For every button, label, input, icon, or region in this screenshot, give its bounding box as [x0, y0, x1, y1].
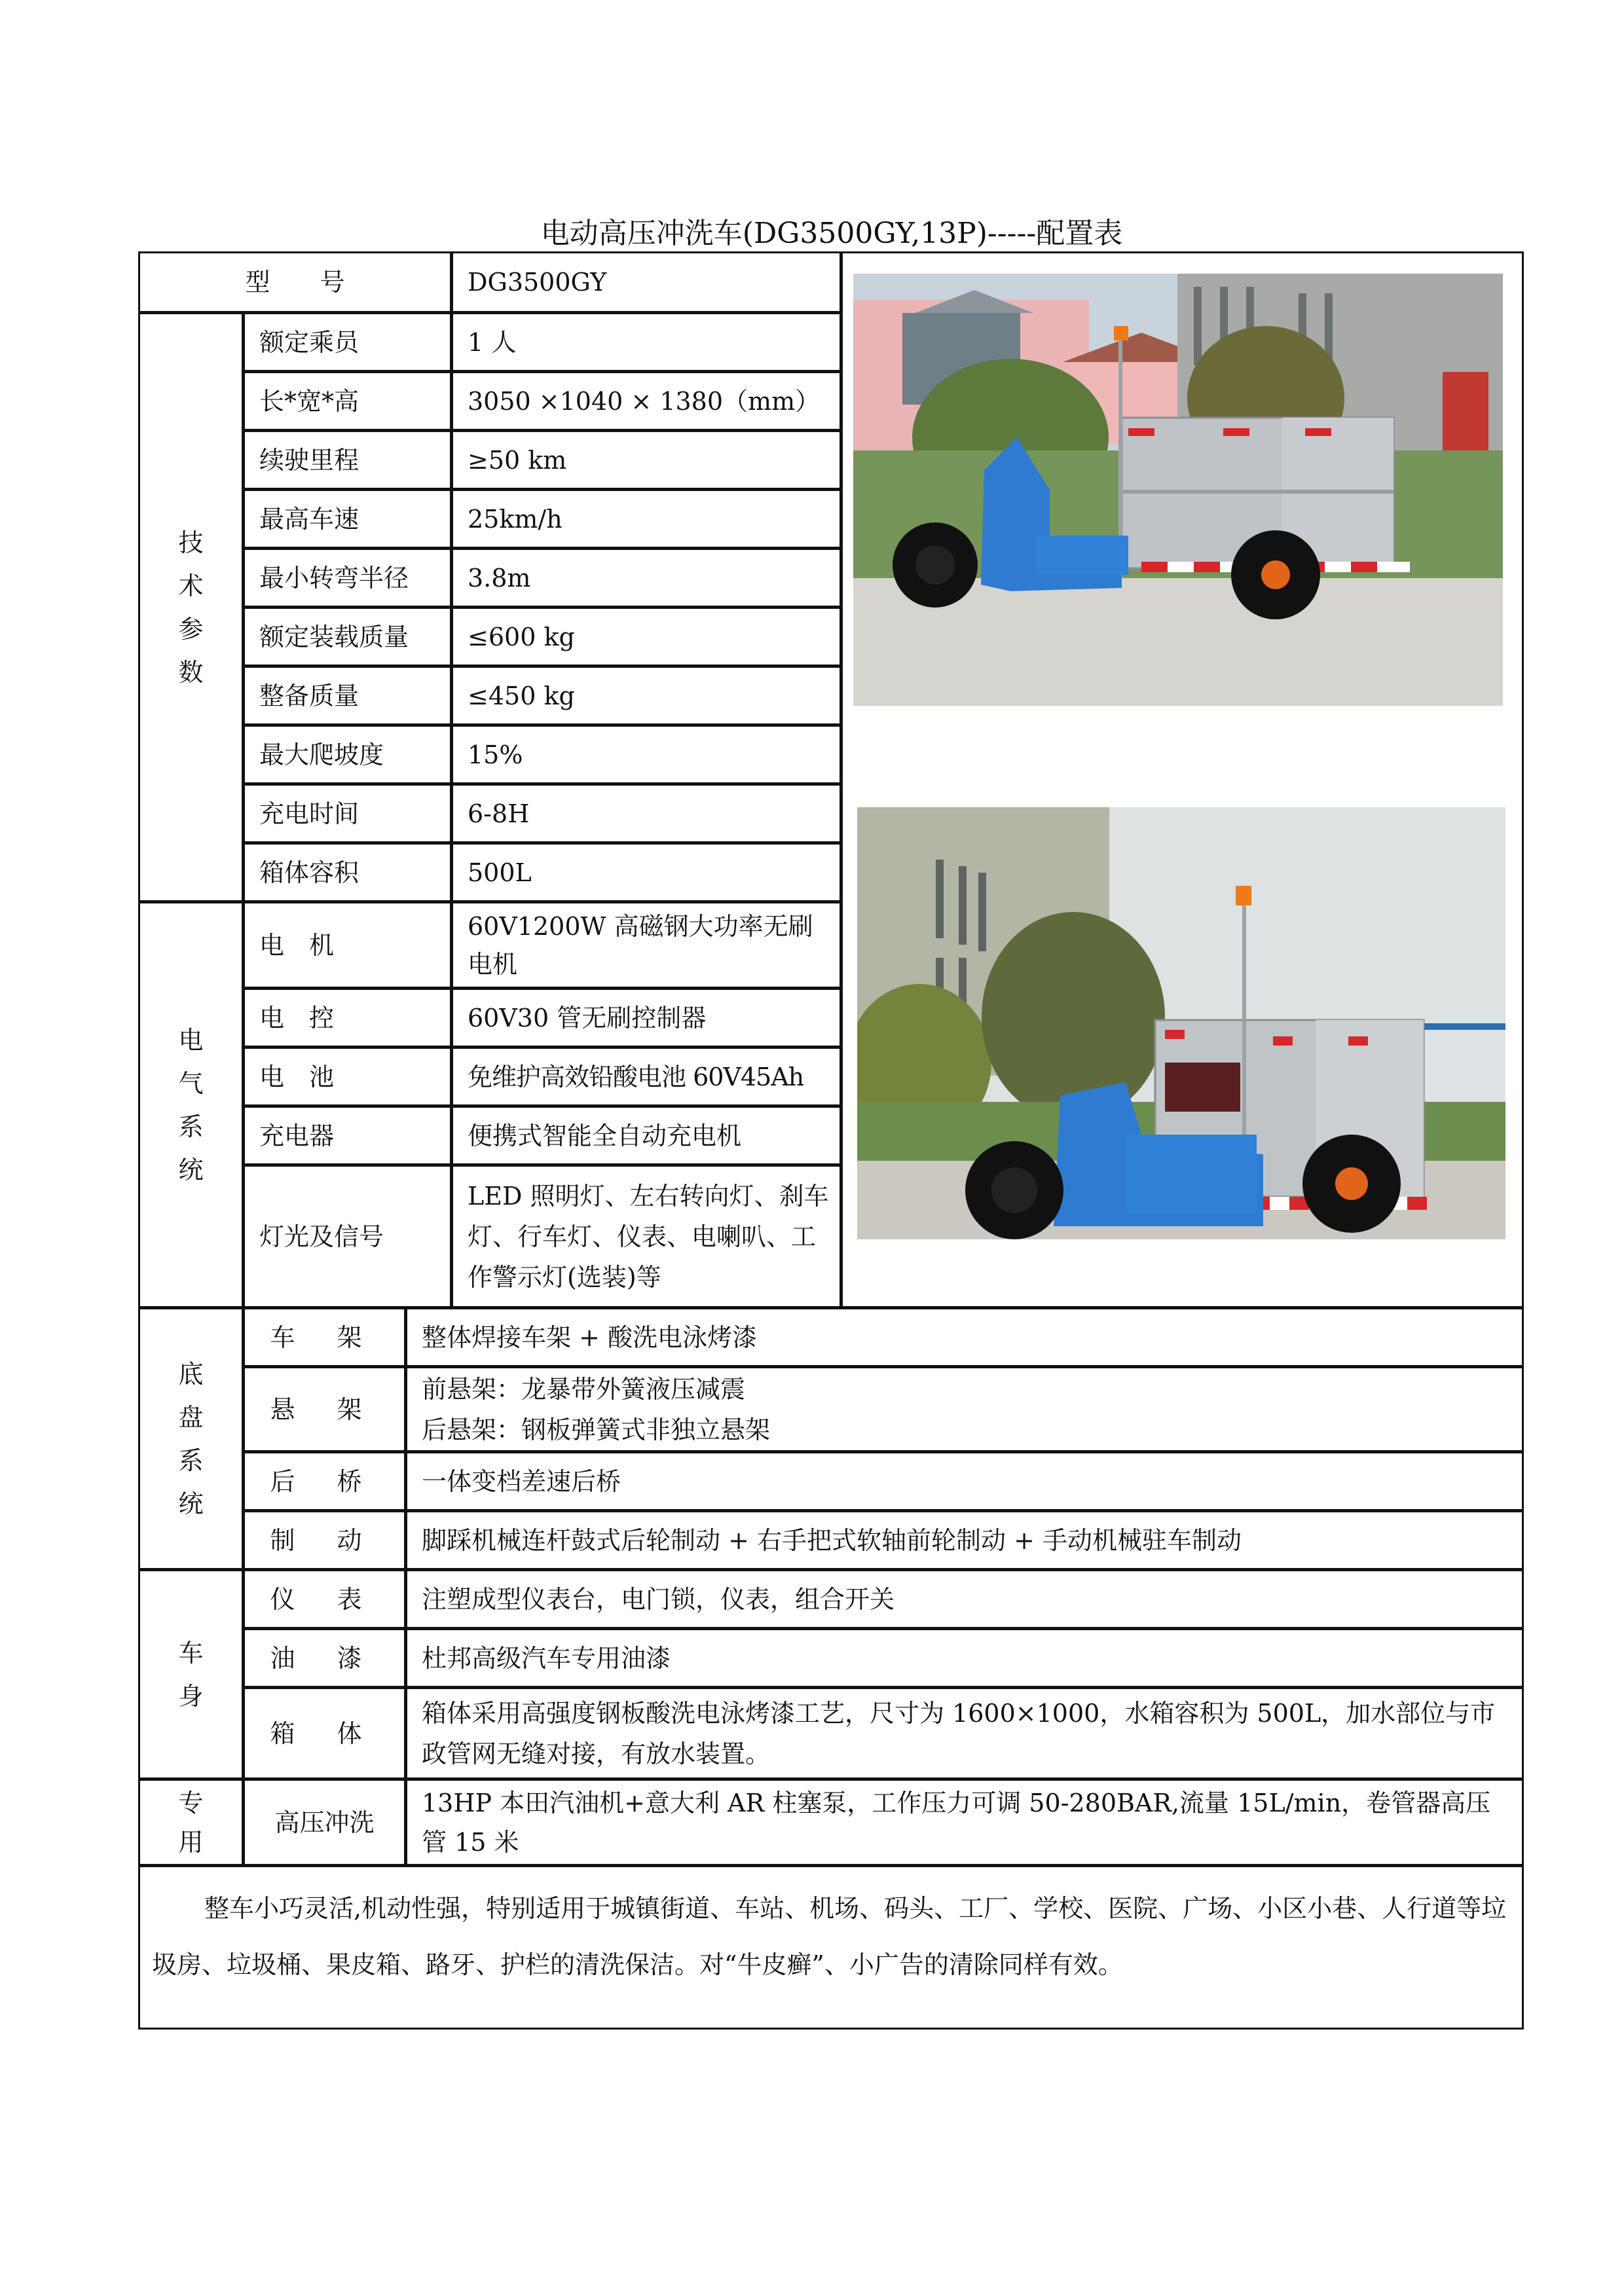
chassis-item [243, 1366, 406, 1452]
section-label-body [138, 1569, 244, 1779]
section-label-char: 车 [178, 1638, 204, 1667]
tech-value [451, 784, 841, 843]
item-label: 仪 表 [270, 1584, 379, 1614]
item-value: ≤600 kg [468, 622, 575, 651]
body-value [405, 1569, 1524, 1629]
item-label: 油 漆 [270, 1643, 379, 1673]
item-label: 电 池 [259, 1062, 335, 1091]
electric-value [451, 1165, 841, 1308]
item-value: 13HP 本田汽油机+意大利 AR 柱塞泵，工作压力可调 50-280BAR,流量 15L/min，卷管器高压管 15 米 [422, 1788, 1491, 1857]
item-value: 1 人 [468, 327, 517, 357]
item-label: 充电时间 [259, 799, 360, 828]
body-item [243, 1687, 406, 1779]
chassis-item [243, 1451, 406, 1511]
summary-text: 整车小巧灵活,机动性强，特别适用于城镇街道、车站、机场、码头、工厂、学校、医院、广场、小区小巷、人行道等垃圾房、垃圾桶、果皮箱、路牙、护栏的清洗保洁。对“牛皮癣”、小广告的清除同样有效。 [152, 1894, 1507, 1979]
tech-item [243, 607, 452, 666]
item-value-secondary: 后悬架：钢板弹簧式非独立悬架 [422, 1415, 771, 1444]
section-label-chassis [138, 1307, 244, 1570]
chassis-value [405, 1451, 1524, 1511]
section-label-char: 身 [178, 1681, 204, 1711]
item-value: 3.8m [468, 563, 531, 592]
tech-value [451, 489, 841, 549]
section-label-char: 底 [178, 1359, 204, 1389]
section-label-char: 用 [178, 1827, 204, 1857]
item-label: 电 控 [259, 1003, 335, 1032]
item-label: 车 架 [270, 1322, 379, 1352]
chassis-value [405, 1510, 1524, 1570]
item-label: 后 桥 [270, 1467, 379, 1496]
item-label: 整备质量 [259, 681, 360, 710]
tech-item [243, 489, 452, 549]
vehicle-front-three-quarter-photo [857, 807, 1505, 1239]
section-label-char: 专 [178, 1788, 204, 1817]
electric-value [451, 1047, 841, 1106]
item-value: 60V1200W 高磁钢大功率无刷电机 [468, 911, 813, 979]
item-value: 6-8H [468, 799, 530, 828]
section-label-char: 盘 [178, 1402, 204, 1432]
item-label: 充电器 [259, 1121, 335, 1150]
body-item [243, 1628, 406, 1688]
tech-item [243, 312, 452, 372]
electric-value [451, 1106, 841, 1165]
item-value: 注塑成型仪表台，电门锁，仪表，组合开关 [422, 1584, 895, 1614]
item-label: 最小转弯半径 [259, 563, 409, 592]
chassis-item [243, 1510, 406, 1570]
tech-item [243, 784, 452, 843]
section-label-char: 统 [178, 1155, 204, 1184]
model-value: DG3500GY [468, 268, 607, 297]
item-value: 25km/h [468, 504, 563, 534]
section-label-char: 系 [178, 1446, 204, 1475]
item-label: 最大爬坡度 [259, 740, 384, 769]
model-label-cell [138, 251, 452, 313]
item-label: 箱 体 [270, 1719, 379, 1748]
electric-item [243, 988, 452, 1048]
section-label-char: 技 [178, 528, 204, 557]
item-value: 15% [468, 740, 523, 769]
body-item [243, 1569, 406, 1629]
electric-item [243, 1047, 452, 1106]
item-label: 最高车速 [259, 504, 360, 534]
tech-value [451, 430, 841, 490]
item-label: 高压冲洗 [274, 1808, 375, 1837]
chassis-value [405, 1307, 1524, 1367]
tech-value [451, 843, 841, 902]
tech-item [243, 430, 452, 490]
section-label-char: 数 [178, 657, 204, 687]
item-value: 60V30 管无刷控制器 [468, 1003, 707, 1032]
model-value-cell [451, 251, 841, 313]
item-label: 长*宽*高 [259, 386, 360, 416]
item-value: ≤450 kg [468, 681, 575, 710]
electric-item [243, 902, 452, 989]
item-value: 免维护高效铅酸电池 60V45Ah [468, 1062, 804, 1091]
item-value: 箱体采用高强度钢板酸洗电泳烤漆工艺，尺寸为 1600×1000，水箱容积为 500L，加水部位与市政管网无缝对接，有放水装置。 [422, 1698, 1496, 1768]
section-label-char: 术 [178, 571, 204, 600]
section-label-char: 系 [178, 1112, 204, 1141]
section-label-electric [138, 902, 244, 1308]
item-label: 灯光及信号 [259, 1222, 384, 1251]
item-value: 3050 ×1040 × 1380（mm） [468, 386, 821, 416]
electric-item [243, 1106, 452, 1165]
tech-item [243, 725, 452, 784]
body-value [405, 1628, 1524, 1688]
item-label: 额定装载质量 [259, 622, 409, 651]
item-value: LED 照明灯、左右转向灯、刹车灯、行车灯、仪表、电喇叭、工作警示灯(选装)等 [468, 1181, 829, 1292]
chassis-item [243, 1307, 406, 1367]
item-value: ≥50 km [468, 445, 567, 475]
section-label-char: 统 [178, 1489, 204, 1518]
item-label: 续驶里程 [259, 445, 360, 475]
model-label: 型 号 [245, 268, 345, 297]
tech-value [451, 371, 841, 431]
item-label: 电 机 [259, 930, 335, 960]
electric-value [451, 902, 841, 989]
item-value: 500L [468, 858, 532, 887]
chassis-value [405, 1366, 1524, 1452]
tech-item [243, 548, 452, 608]
item-value: 便携式智能全自动充电机 [468, 1121, 742, 1150]
body-value [405, 1687, 1524, 1779]
item-value: 一体变档差速后桥 [422, 1467, 621, 1496]
item-value: 杜邦高级汽车专用油漆 [422, 1643, 671, 1673]
section-label-tech [138, 312, 244, 902]
item-label: 制 动 [270, 1525, 379, 1555]
special-value [405, 1779, 1524, 1866]
electric-item [243, 1165, 452, 1308]
tech-value [451, 666, 841, 725]
item-value: 整体焊接车架 + 酸洗电泳烤漆 [422, 1322, 757, 1352]
item-value: 前悬架：龙暴带外簧液压减震 [422, 1374, 746, 1404]
tech-item [243, 666, 452, 725]
tech-item [243, 371, 452, 431]
tech-value [451, 607, 841, 666]
item-value: 脚踩机械连杆鼓式后轮制动 + 右手把式软轴前轮制动 + 手动机械驻车制动 [422, 1525, 1242, 1555]
section-label-char: 参 [178, 614, 204, 644]
special-item [243, 1779, 406, 1866]
item-label: 额定乘员 [259, 327, 360, 357]
page-title: 电动高压冲洗车(DG3500GY,13P)-----配置表 [540, 217, 1123, 250]
tech-value [451, 548, 841, 608]
item-label: 箱体容积 [259, 858, 360, 887]
tech-value [451, 312, 841, 372]
tech-item [243, 843, 452, 902]
vehicle-side-view-photo [853, 274, 1503, 706]
section-label-char: 电 [178, 1025, 204, 1055]
tech-value [451, 725, 841, 784]
item-label: 悬 架 [270, 1394, 379, 1424]
electric-value [451, 988, 841, 1048]
section-label-char: 气 [178, 1068, 204, 1098]
section-label-special [138, 1779, 244, 1866]
